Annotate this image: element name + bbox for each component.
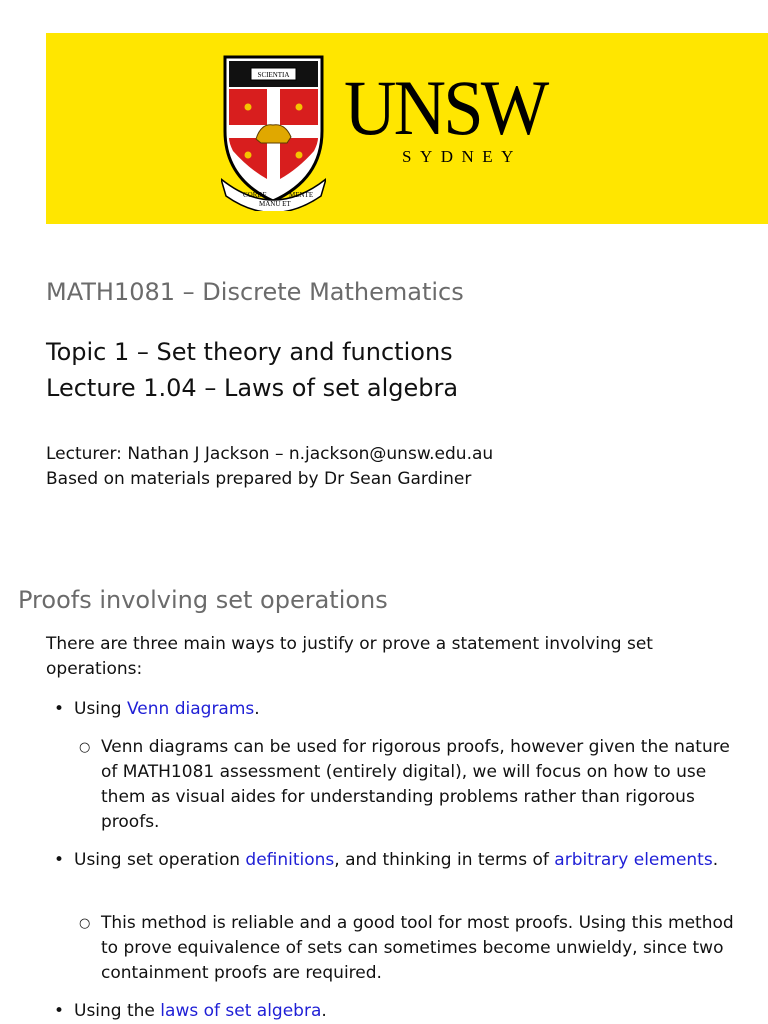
venn-diagrams-link[interactable]: Venn diagrams — [127, 699, 255, 719]
arbitrary-elements-link[interactable]: arbitrary elements — [554, 850, 713, 870]
sub-bullet: ○ — [79, 916, 91, 931]
laws-of-set-algebra-link[interactable]: laws of set algebra — [160, 1001, 322, 1021]
crest-motto-mid: MANU ET — [259, 200, 291, 208]
list-item-text: , and thinking in terms of — [334, 850, 555, 870]
based-on-line: Based on materials prepared by Dr Sean Gardiner — [46, 469, 472, 489]
list-item-suffix: . — [712, 850, 719, 870]
sub-list-item-text: This method is reliable and a good tool for most proofs. Using this method to prove equivalence of sets can sometimes become unwieldy, since two containment proofs are required. — [101, 913, 734, 983]
sub-list-item — [79, 735, 751, 835]
unsw-sydney-text: SYDNEY — [402, 147, 522, 166]
lecture-title: Lecture 1.04 – Laws of set algebra — [46, 374, 459, 402]
list-item-suffix: . — [254, 699, 260, 719]
bullet: • — [54, 699, 65, 719]
crest-motto-left: CORDE — [243, 191, 267, 199]
list-item-suffix: . — [321, 1001, 327, 1021]
list-item — [54, 999, 744, 1024]
list-item — [54, 697, 744, 722]
definitions-link[interactable]: definitions — [245, 850, 335, 870]
unsw-wordmark: UNSW — [344, 64, 547, 151]
bullet: • — [54, 850, 65, 870]
crest-scroll-text: SCIENTIA — [257, 71, 290, 79]
list-item-text: Using — [74, 699, 127, 719]
unsw-crest-icon — [221, 51, 326, 211]
unsw-banner — [46, 33, 768, 224]
sub-bullet: ○ — [79, 740, 91, 755]
lecturer-line: Lecturer: Nathan J Jackson – n.jackson@unsw.edu.au — [46, 444, 494, 464]
topic-title: Topic 1 – Set theory and functions — [46, 338, 453, 366]
section-heading: Proofs involving set operations — [18, 586, 388, 614]
sub-list-item-text: Venn diagrams can be used for rigorous proofs, however given the nature of MATH1081 assessment (entirely digital), we will focus on how to use them as visual aides for understanding problems rather than rigorous proofs. — [101, 737, 730, 832]
lecturer-info — [46, 442, 493, 492]
list-item-text: Using the — [74, 1001, 161, 1021]
list-item — [54, 848, 744, 873]
lecture-heading — [46, 334, 458, 406]
course-title: MATH1081 – Discrete Mathematics — [46, 278, 464, 306]
bullet: • — [54, 1001, 65, 1021]
sub-list-item — [79, 911, 751, 986]
list-item-text: Using set operation — [74, 850, 246, 870]
crest-motto-right: MENTE — [289, 191, 314, 199]
section-intro: There are three main ways to justify or prove a statement involving set operations: — [46, 634, 653, 679]
